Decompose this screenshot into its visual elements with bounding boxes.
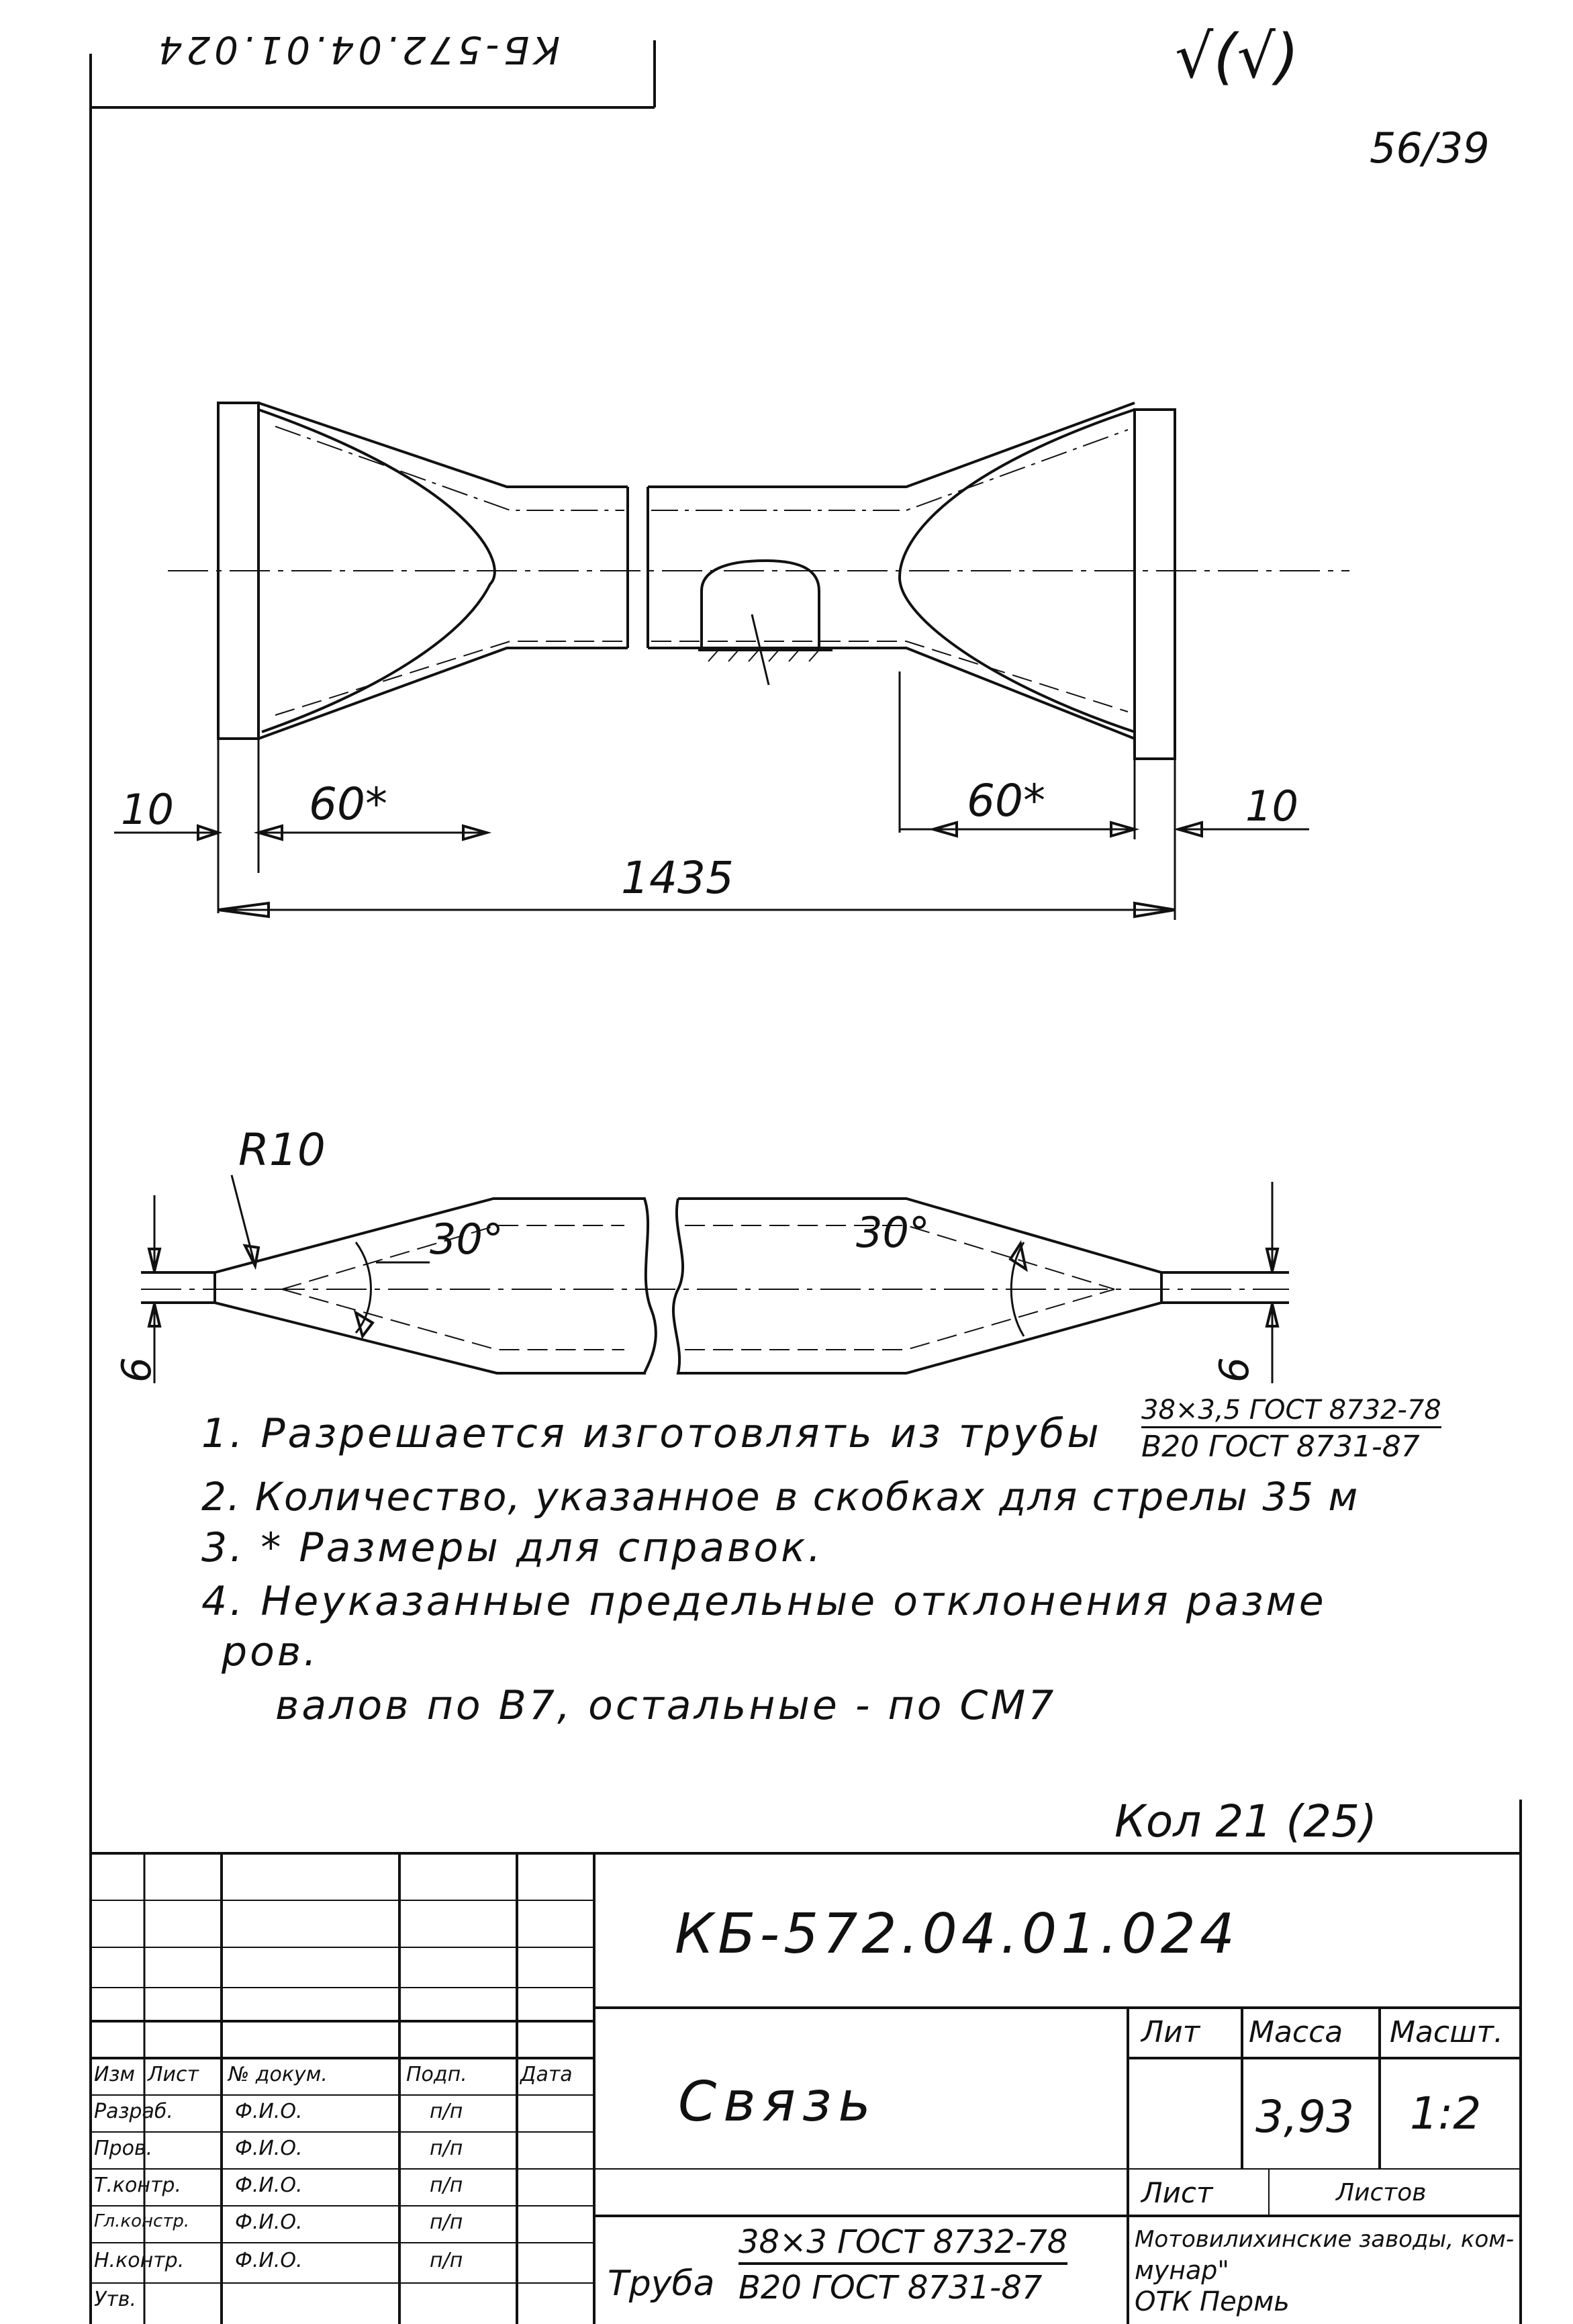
dim-left-flange: 10 xyxy=(121,785,174,834)
col-izm: Изм xyxy=(94,2063,136,2086)
side-view xyxy=(141,1175,1289,1383)
material-denominator: В20 ГОСТ 8731-87 xyxy=(738,2269,1043,2307)
sign-tech-control: п/п xyxy=(430,2174,463,2197)
role-norm-control: Н.контр. xyxy=(94,2249,185,2272)
sign-developer: п/п xyxy=(430,2100,463,2123)
role-approved: Утв. xyxy=(94,2288,136,2311)
dim-left-ref: 60* xyxy=(309,778,387,830)
mass-value: 3,93 xyxy=(1255,2091,1354,2143)
note-2: 2. Количество, указанное в скобках для стрелы 35 м xyxy=(201,1474,1360,1520)
sign-norm-control: п/п xyxy=(430,2249,463,2272)
dim-angle-right: 30° xyxy=(856,1208,930,1257)
note-4-continued: ров. xyxy=(222,1628,320,1675)
role-tech-control: Т.контр. xyxy=(94,2174,182,2197)
sheet-reference: 56/39 xyxy=(1370,124,1490,173)
scale-value: 1:2 xyxy=(1410,2088,1482,2139)
material-fraction xyxy=(738,2223,1068,2307)
name-tech-control: Ф.И.О. xyxy=(235,2174,303,2197)
sign-checker: п/п xyxy=(430,2137,463,2160)
doc-number: КБ-572.04.01.024 xyxy=(675,1902,1239,1966)
mass-label: Масса xyxy=(1249,2015,1343,2049)
note-1-fraction-denominator: В20 ГОСТ 8731-87 xyxy=(1141,1430,1420,1464)
dim-radius: R10 xyxy=(238,1124,326,1176)
part-name: Связь xyxy=(678,2070,877,2134)
roughness-symbol: √(√) xyxy=(1175,21,1299,92)
role-checker: Пров. xyxy=(94,2137,153,2160)
org-line-1: Мотовилихинские заводы, ком- xyxy=(1135,2226,1515,2253)
name-checker: Ф.И.О. xyxy=(235,2137,303,2160)
col-list: Лист xyxy=(148,2063,199,2086)
col-doc: № докум. xyxy=(228,2063,328,2086)
quantity: Кол 21 (25) xyxy=(1114,1796,1377,1847)
mirrored-stamp: КБ-572.04.01.024 xyxy=(154,28,561,71)
note-1-fraction xyxy=(1141,1397,1441,1462)
note-4-tolerances: валов по В7, остальные - по СМ7 xyxy=(275,1682,1057,1729)
top-view xyxy=(114,403,1349,920)
sheets-label: Листов xyxy=(1336,2179,1427,2206)
dim-right-ref: 60* xyxy=(967,775,1045,827)
col-sign: Подп. xyxy=(406,2063,467,2086)
org-line-3: ОТК Пермь xyxy=(1135,2286,1290,2317)
dim-angle-left: 30° xyxy=(430,1215,504,1264)
note-3: 3. * Размеры для справок. xyxy=(201,1524,824,1571)
dim-thickness-right: 6 xyxy=(1211,1356,1259,1383)
note-1-fraction-numerator: 38×3,5 ГОСТ 8732-78 xyxy=(1141,1397,1441,1428)
name-chief-designer: Ф.И.О. xyxy=(235,2211,303,2234)
scale-label: Масшт. xyxy=(1390,2015,1503,2049)
dim-right-flange: 10 xyxy=(1245,782,1298,831)
material-prefix: Труба xyxy=(608,2264,715,2304)
name-norm-control: Ф.И.О. xyxy=(235,2249,303,2272)
sheet-label: Лист xyxy=(1141,2176,1213,2209)
role-chief-designer: Гл.констр. xyxy=(94,2211,190,2231)
dim-thickness-left: 6 xyxy=(113,1356,161,1383)
name-developer: Ф.И.О. xyxy=(235,2100,303,2123)
dim-overall: 1435 xyxy=(621,852,734,904)
lit-label: Лит xyxy=(1141,2015,1200,2049)
sheet-frame xyxy=(91,40,1521,2324)
col-date: Дата xyxy=(520,2063,573,2086)
note-4: 4. Неуказанные предельные отклонения разме xyxy=(201,1578,1327,1625)
note-1: 1. Разрешается изготовлять из трубы xyxy=(201,1410,1102,1457)
org-line-2: мунар" xyxy=(1135,2256,1229,2285)
material-numerator: 38×3 ГОСТ 8732-78 xyxy=(738,2226,1067,2265)
role-developer: Разраб. xyxy=(94,2100,173,2123)
sign-chief-designer: п/п xyxy=(430,2211,463,2234)
